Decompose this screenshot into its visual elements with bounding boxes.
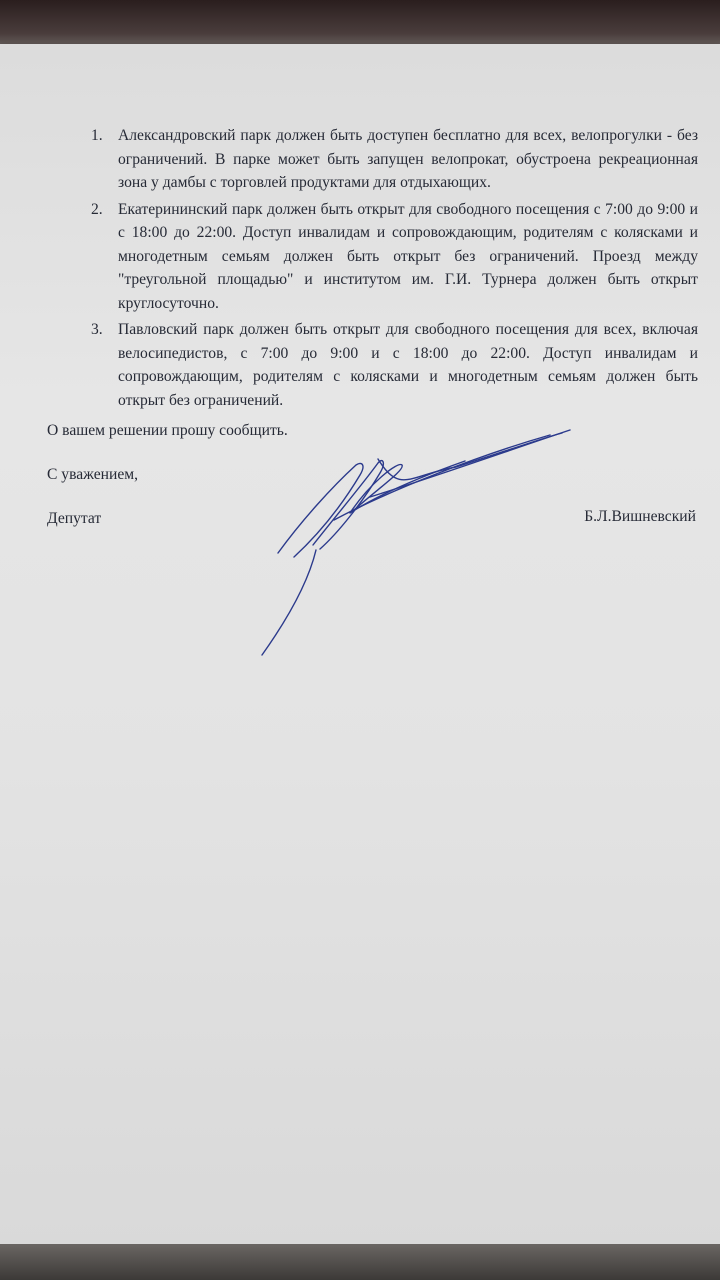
requirements-list — [86, 124, 698, 415]
list-item — [86, 318, 698, 412]
list-item-number: 3. — [91, 321, 103, 338]
request-line: О вашем решении прошу сообщить. — [47, 422, 288, 439]
desk-background-top — [0, 0, 720, 48]
list-item-text: Павловский парк должен быть открыт для свободного посещения для всех, включая велосипедистов, с 7:00 до 9:00 и с 18:00 до 22:00. Доступ инвалидам и сопровождающим, родителям с колясками и многодетным семьям должен быть открыт без ограничений. — [118, 321, 698, 409]
list-item-number: 1. — [91, 127, 103, 144]
list-item-text: Александровский парк должен быть доступен бесплатно для всех, велопрогулки - без ограничений. В парке может быть запущен велопрокат, обустроена рекреационная зона у дамбы с торговлей продуктами для отдыхающих. — [118, 127, 698, 191]
list-item — [86, 198, 698, 316]
closing-line: С уважением, — [47, 466, 139, 483]
list-item-text: Екатерининский парк должен быть открыт для свободного посещения с 7:00 до 9:00 и с 18:00 до 22:00. Доступ инвалидам и сопровождающим, родителям с колясками и многодетным семьям должен быть открыт без ограничений. Проезд между "треугольной площадью" и институтом им. Г.И. Турнера должен быть открыт круглосуточно. — [118, 200, 698, 312]
signer-position: Депутат — [47, 510, 102, 527]
handwritten-signature — [250, 425, 580, 665]
desk-background-bottom — [0, 1244, 720, 1280]
list-item-number: 2. — [91, 200, 103, 218]
signer-name: Б.Л.Вишневский — [584, 508, 696, 525]
list-item — [86, 124, 698, 195]
